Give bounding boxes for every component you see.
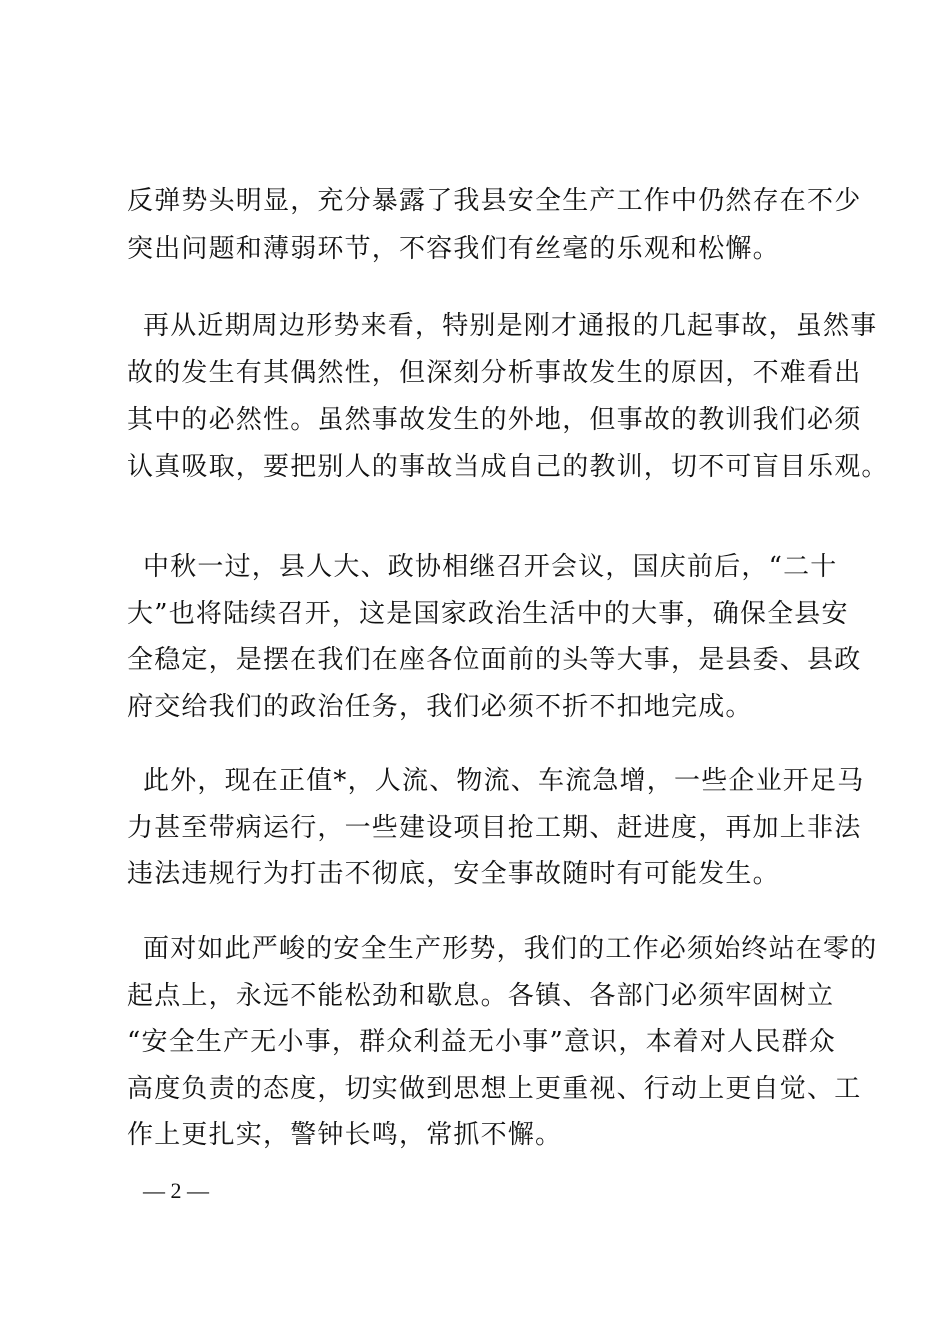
paragraph-3-line-2: 大”也将陆续召开，这是国家政治生活中的大事，确保全县安 <box>127 599 849 629</box>
paragraph-1-line-2: 突出问题和薄弱环节，不容我们有丝毫的乐观和松懈。 <box>127 234 780 264</box>
paragraph-2-line-4: 认真吸取，要把别人的事故当成自己的教训，切不可盲目乐观。 <box>127 452 889 482</box>
paragraph-1-line-1: 反弹势头明显，充分暴露了我县安全生产工作中仍然存在不少 <box>127 186 862 216</box>
paragraph-3-line-1: 中秋一过，县人大、政协相继召开会议，国庆前后，“二十 <box>143 552 838 582</box>
paragraph-2-line-2: 故的发生有其偶然性，但深刻分析事故发生的原因，不难看出 <box>127 358 862 388</box>
page-number: — 2 — <box>143 1178 209 1203</box>
paragraph-5-line-2: 起点上，永远不能松劲和歇息。各镇、各部门必须牢固树立 <box>127 981 835 1011</box>
paragraph-2-line-3: 其中的必然性。虽然事故发生的外地，但事故的教训我们必须 <box>127 405 862 435</box>
paragraph-5-line-4: 高度负责的态度，切实做到思想上更重视、行动上更自觉、工 <box>127 1074 862 1104</box>
paragraph-3-line-3: 全稳定，是摆在我们在座各位面前的头等大事，是县委、县政 <box>127 645 862 675</box>
paragraph-5-line-1: 面对如此严峻的安全生产形势，我们的工作必须始终站在零的 <box>143 934 878 964</box>
paragraph-2-line-1: 再从近期周边形势来看，特别是刚才通报的几起事故，虽然事 <box>143 311 878 341</box>
paragraph-3-line-4: 府交给我们的政治任务，我们必须不折不扣地完成。 <box>127 692 753 722</box>
paragraph-5-line-5: 作上更扎实，警钟长鸣，常抓不懈。 <box>127 1120 563 1150</box>
paragraph-4-line-3: 违法违规行为打击不彻底，安全事故随时有可能发生。 <box>127 859 780 889</box>
paragraph-5-line-3: “安全生产无小事，群众利益无小事”意识，本着对人民群众 <box>127 1027 836 1057</box>
paragraph-4-line-2: 力甚至带病运行，一些建设项目抢工期、赶进度，再加上非法 <box>127 813 862 843</box>
paragraph-4-line-1: 此外，现在正值*，人流、物流、车流急增，一些企业开足马 <box>143 766 865 796</box>
